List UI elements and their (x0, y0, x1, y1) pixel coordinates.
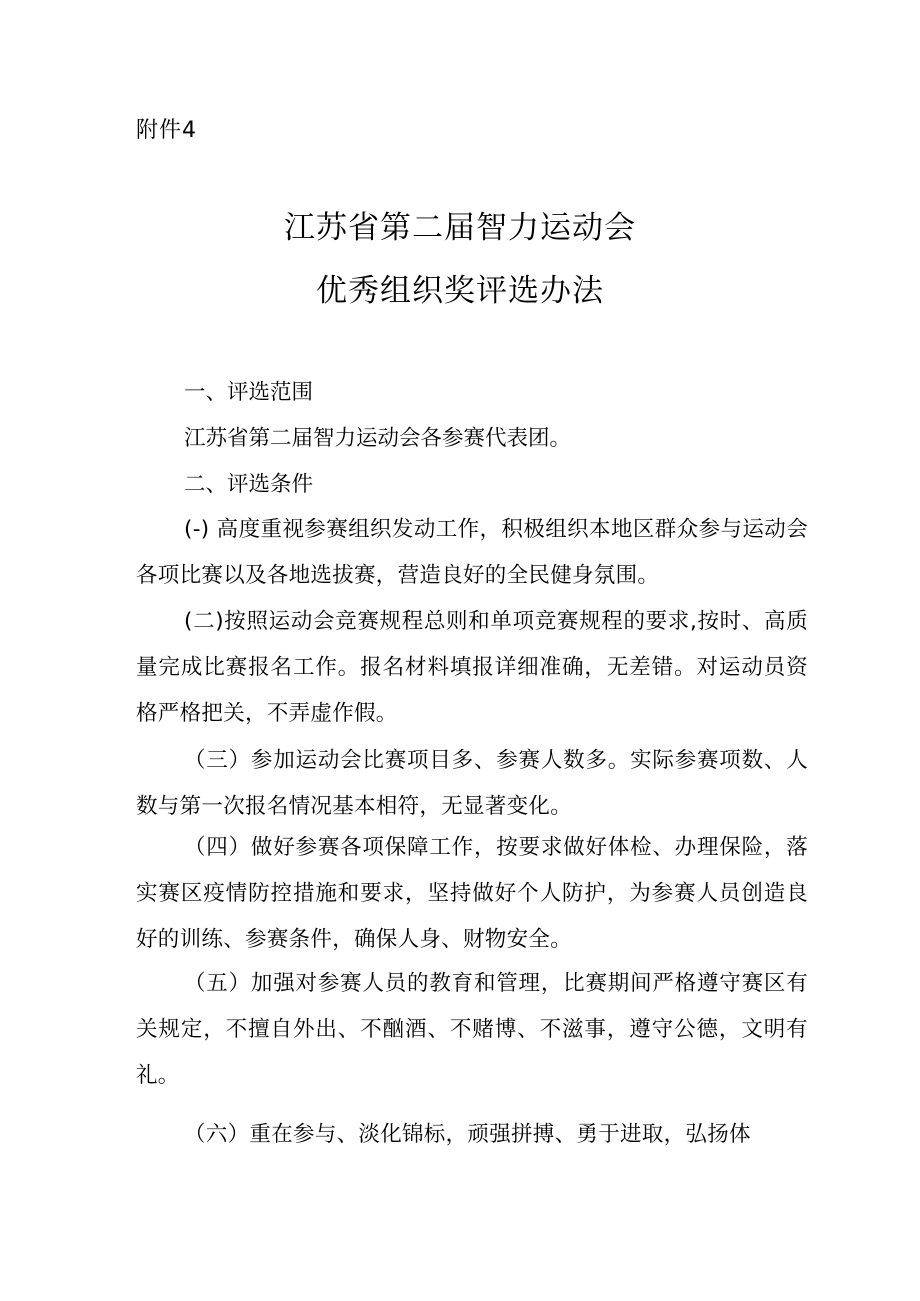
criteria-item-3: （三）参加运动会比赛项目多、参赛人数多。实际参赛项数、人数与第一次报名情况基本相符，无显著变化。 (136, 748, 808, 819)
section-2-heading-text: 二、评选条件 (184, 472, 314, 497)
section-2-heading (136, 462, 808, 508)
section-1-content-text: 江苏省第二届智力运动会各参赛代表团。 (184, 426, 572, 451)
criteria-item-6: （六）重在参与、淡化锦标，顽强拼搏、勇于进取，弘扬体 (184, 1122, 751, 1147)
document-title-line-1: 江苏省第二届智力运动会 (284, 210, 636, 246)
criteria-item-1: (-) 高度重视参赛组织发动工作，积极组织本地区群众参与运动会各项比赛以及各地选拔赛，营造良好的全民健身氛围。 (136, 517, 808, 588)
criteria-item-4: （四）做好参赛各项保障工作，按要求做好体检、办理保险，落实赛区疫情防控措施和要求，坚持做好个人防护，为参赛人员创造良好的训练、参赛条件，确保人身、财物安全。 (136, 835, 808, 952)
section-1-heading-text: 一、评选范围 (184, 380, 314, 405)
document-title-line-2: 优秀组织奖评选办法 (316, 273, 604, 309)
section-1-heading (136, 370, 808, 416)
criteria-item-5: （五）加强对参赛人员的教育和管理，比赛期间严格遵守赛区有关规定，不擅自外出、不酗酒、不赌博、不滋事，遵守公德，文明有礼。 (136, 971, 808, 1088)
criteria-item-2: (二)按照运动会竞赛规程总则和单项竞赛规程的要求,按时、高质量完成比赛报名工作。报名材料填报详细准确，无差错。对运动员资格严格把关，不弄虚作假。 (136, 609, 808, 726)
section-1-content (136, 416, 808, 462)
attachment-label: 附件4 (136, 118, 197, 143)
